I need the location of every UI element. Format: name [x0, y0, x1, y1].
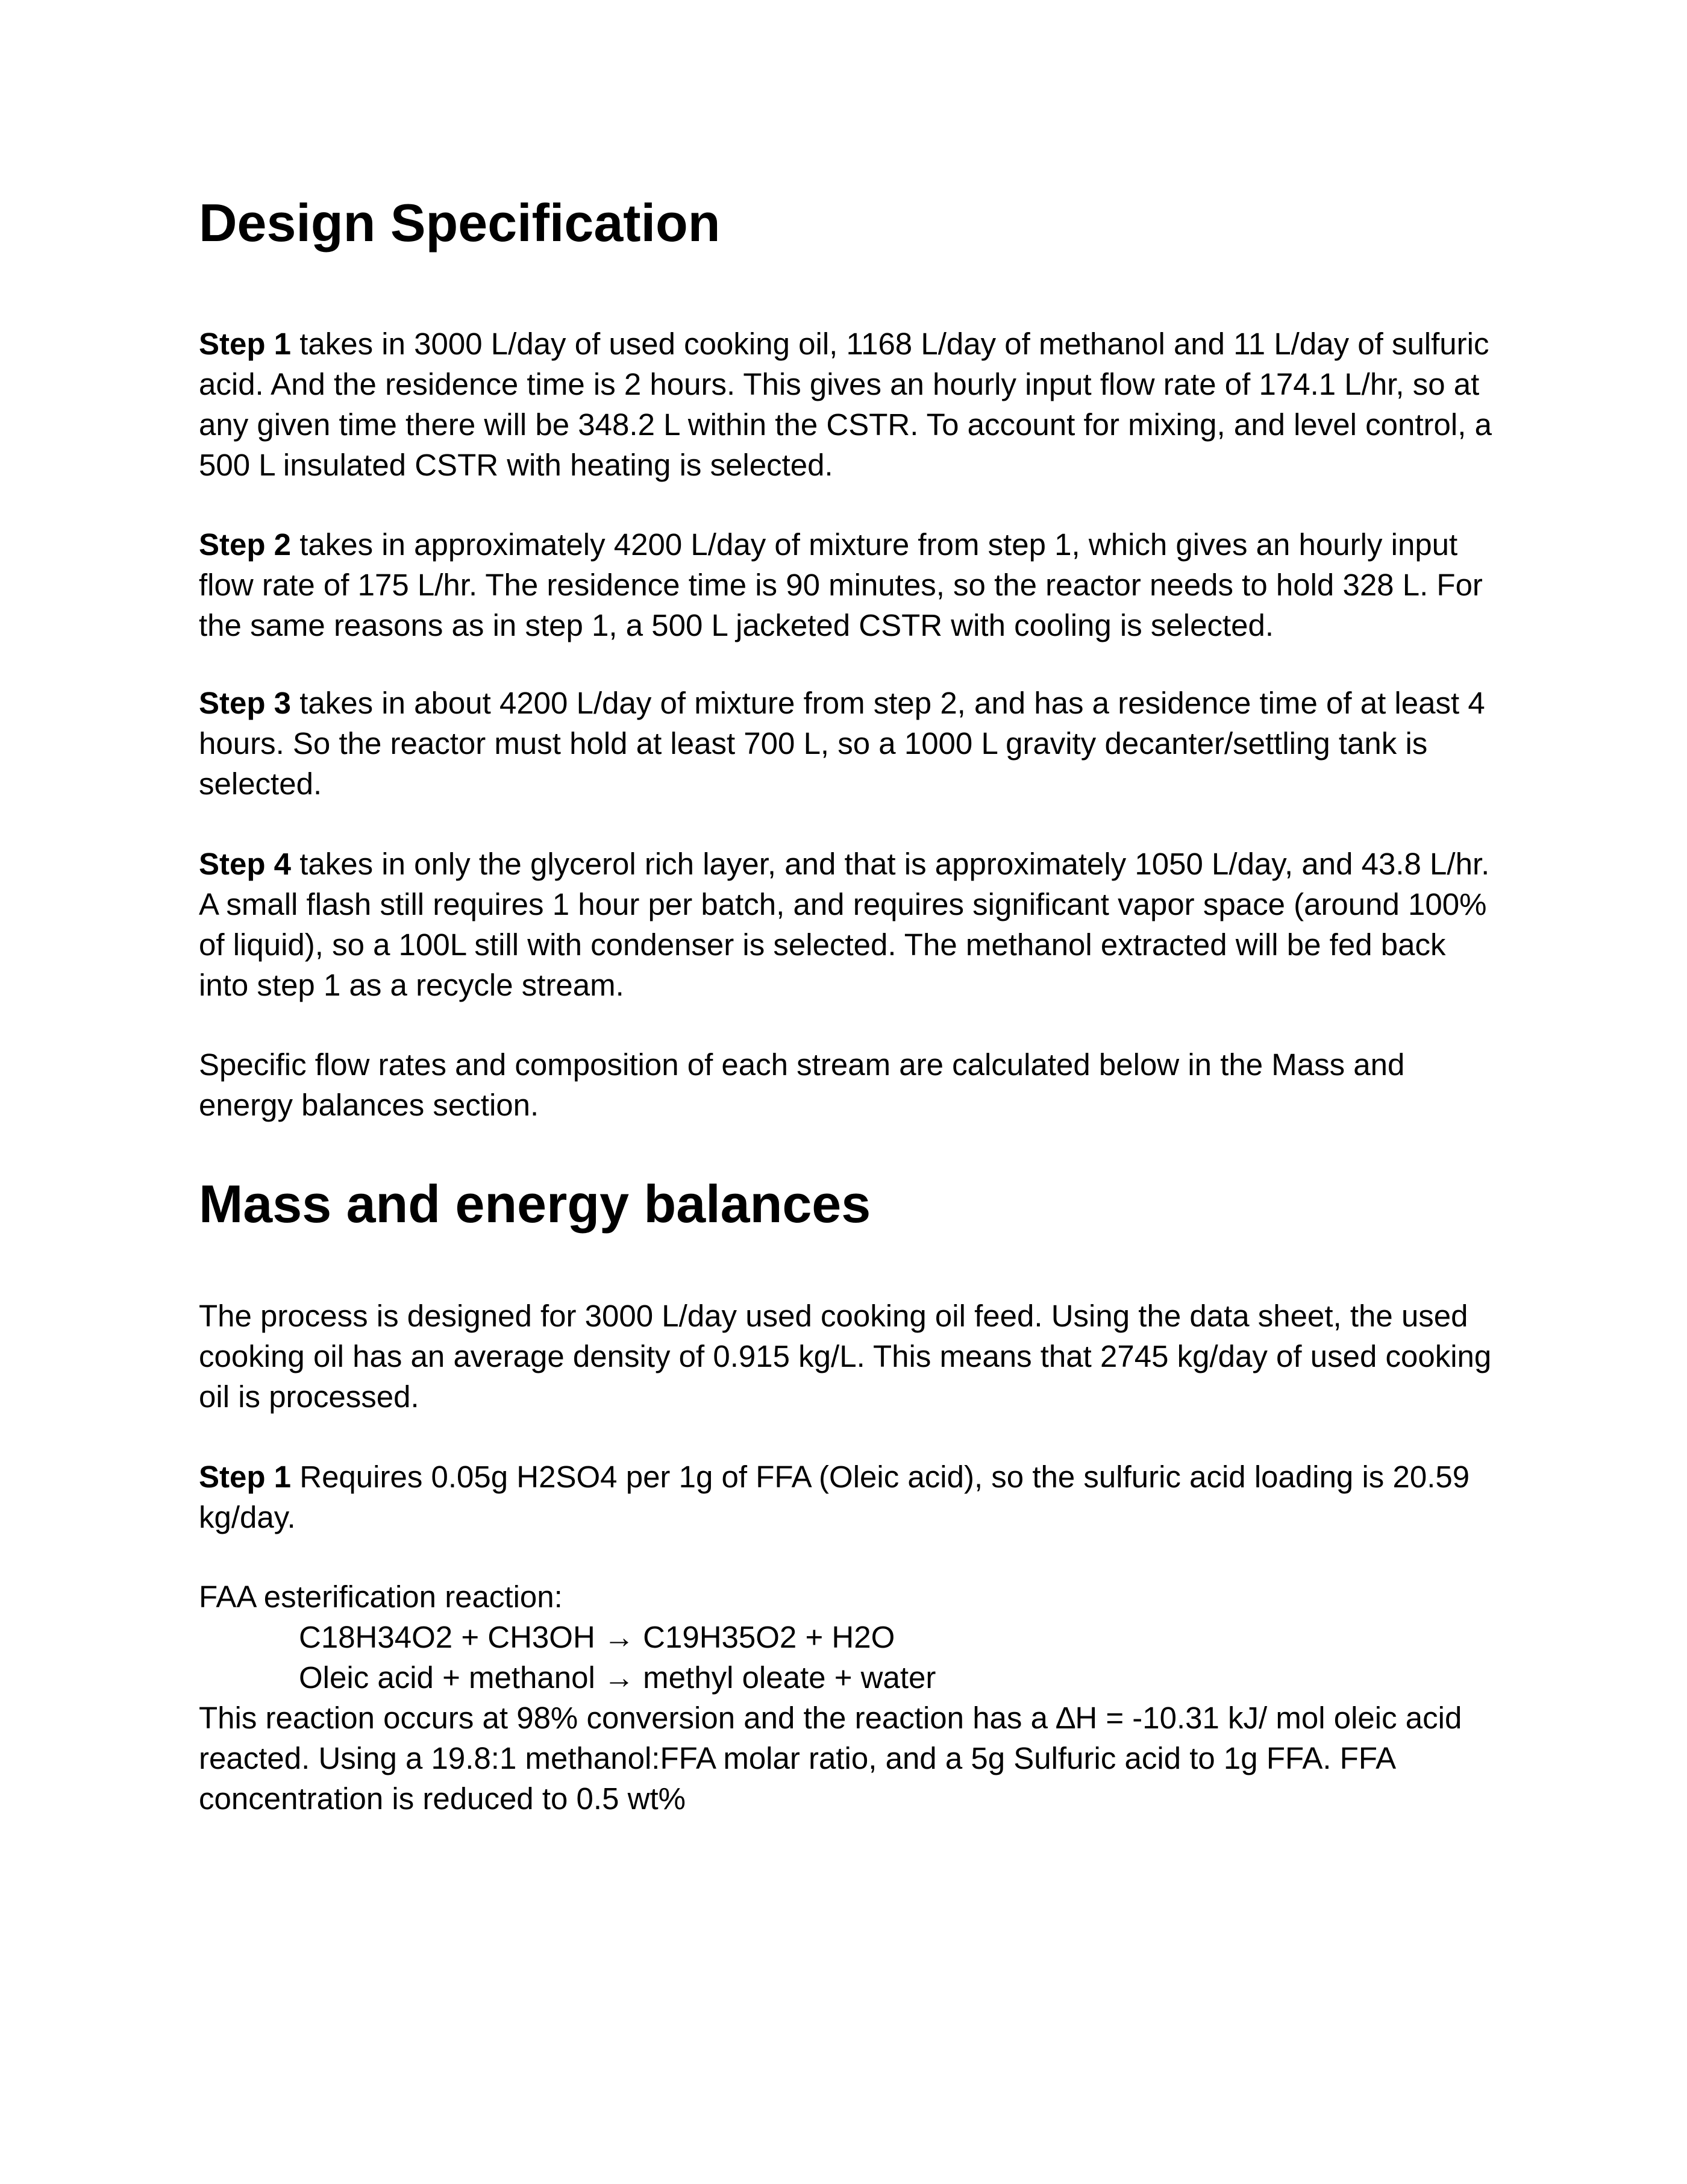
- design-step2-paragraph: [199, 524, 1500, 645]
- step-text: takes in only the glycerol rich layer, and that is approximately 1050 L/day, and 43.8 L/hr. A small flash still requires 1 hour per batch, and requires significant vapor space (around 100% of liquid), so a 100L still with condenser is selected. The methanol extracted will be fed back into step 1 as a recycle stream.: [199, 847, 1490, 1002]
- design-step1-paragraph: [199, 324, 1500, 485]
- step-label: Step 2: [199, 527, 292, 562]
- step-text: takes in 3000 L/day of used cooking oil, 1168 L/day of methanol and 11 L/day of sulfuric acid. And the residence time is 2 hours. This gives an hourly input flow rate of 174.1 L/hr, so at any given time there will be 348.2 L within the CSTR. To account for mixing, and level control, a 500 L insulated CSTR with heating is selected.: [199, 327, 1492, 482]
- reaction-label: FAA esterification reaction:: [199, 1580, 563, 1614]
- step-label: Step 1: [199, 1460, 292, 1494]
- step-label: Step 3: [199, 686, 292, 720]
- design-step4-paragraph: [199, 844, 1500, 1005]
- design-note-paragraph: Specific flow rates and composition of each stream are calculated below in the Mass and energy balances section.: [199, 1047, 1405, 1122]
- step-text: Requires 0.05g H2SO4 per 1g of FFA (Oleic acid), so the sulfuric acid loading is 20.59 kg/day.: [199, 1460, 1470, 1534]
- step-label: Step 1: [199, 327, 292, 361]
- mass-step1-paragraph: [199, 1457, 1500, 1537]
- design-step3-paragraph: [199, 683, 1500, 804]
- mass-energy-heading: Mass and energy balances: [199, 1174, 871, 1234]
- step-text: takes in approximately 4200 L/day of mixture from step 1, which gives an hourly input flow rate of 175 L/hr. The residence time is 90 minutes, so the reactor needs to hold 328 L. For the same reasons as in step 1, a 500 L jacketed CSTR with cooling is selected.: [199, 527, 1483, 642]
- design-specification-heading: Design Specification: [199, 193, 721, 253]
- reaction-description-paragraph: This reaction occurs at 98% conversion and the reaction has a ∆H = -10.31 kJ/ mol oleic acid reacted. Using a 19.8:1 methanol:FFA molar ratio, and a 5g Sulfuric acid to 1g FFA. FFA concentration is reduced to 0.5 wt%: [199, 1701, 1462, 1816]
- reaction-equation-formula: C18H34O2 + CH3OH → C19H35O2 + H2O: [299, 1620, 895, 1654]
- step-text: takes in about 4200 L/day of mixture from step 2, and has a residence time of at least 4 hours. So the reactor must hold at least 700 L, so a 1000 L gravity decanter/settling tank is selected.: [199, 686, 1485, 801]
- reaction-equation-words: Oleic acid + methanol → methyl oleate + water: [299, 1660, 936, 1695]
- step-label: Step 4: [199, 847, 292, 881]
- mass-intro-paragraph: The process is designed for 3000 L/day used cooking oil feed. Using the data sheet, the used cooking oil has an average density of 0.915 kg/L. This means that 2745 kg/day of used cooking oil is processed.: [199, 1299, 1492, 1414]
